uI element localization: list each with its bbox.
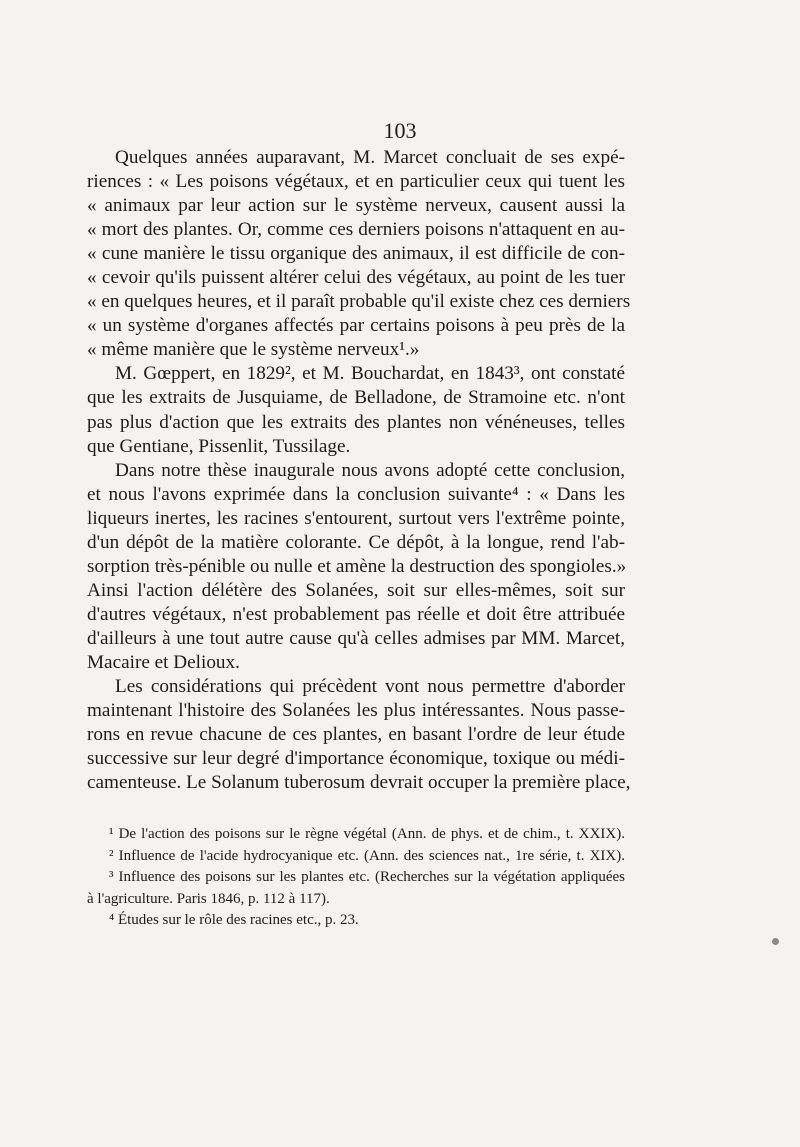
text-line: pas plus d'action que les extraits des plantes non vénéneuses, telles xyxy=(87,411,625,433)
text-line: Dans notre thèse inaugurale nous avons adopté cette conclusion, xyxy=(115,459,625,481)
text-line: « mort des plantes. Or, comme ces derniers poisons n'attaquent en au- xyxy=(87,219,625,241)
footnotes xyxy=(87,824,625,932)
text-line: maintenant l'histoire des Solanées les plus intéressantes. Nous passe- xyxy=(87,700,625,722)
text-line: « un système d'organes affectés par certains poisons à peu près de la xyxy=(87,315,625,337)
footnote: ⁴ Études sur le rôle des racines etc., p. 23. xyxy=(109,912,359,929)
text-line: et nous l'avons exprimée dans la conclusion suivante⁴ : « Dans les xyxy=(87,483,625,505)
text-line: « cune manière le tissu organique des animaux, il est difficile de con- xyxy=(87,243,625,265)
text-line: Quelques années auparavant, M. Marcet concluait de ses expé- xyxy=(115,147,625,168)
page-number: 103 xyxy=(383,118,417,143)
text-line: d'un dépôt de la matière colorante. Ce dépôt, à la longue, rend l'ab- xyxy=(87,531,625,553)
text-line: d'ailleurs à une tout autre cause qu'à celles admises par MM. Marcet, xyxy=(87,627,625,649)
text-line: Macaire et Delioux. xyxy=(87,651,240,673)
body-text xyxy=(87,146,631,795)
ink-speck xyxy=(772,938,779,945)
text-line: rons en revue chacune de ces plantes, en basant l'ordre de leur étude xyxy=(87,724,625,746)
text-line: camenteuse. Le Solanum tuberosum devrait occuper la première place, xyxy=(87,772,631,794)
text-line: Les considérations qui précèdent vont nous permettre d'aborder xyxy=(115,676,625,698)
text-line: M. Gœppert, en 1829², et M. Bouchardat, en 1843³, ont constaté xyxy=(115,363,625,385)
text-line: riences : « Les poisons végétaux, et en particulier ceux qui tuent les xyxy=(87,171,625,193)
text-line: liqueurs inertes, les racines s'entourent, surtout vers l'extrême pointe, xyxy=(87,507,625,529)
text-line: successive sur leur degré d'importance économique, toxique ou médi- xyxy=(87,748,625,770)
text-line: « en quelques heures, et il paraît probable qu'il existe chez ces derniers xyxy=(87,291,631,313)
text-line: « cevoir qu'ils puissent altérer celui des végétaux, au point de les tuer xyxy=(87,267,625,289)
footnote: ¹ De l'action des poisons sur le règne végétal (Ann. de phys. et de chim., t. XXIX). xyxy=(109,826,625,842)
text-line: « même manière que le système nerveux¹.» xyxy=(87,339,420,361)
text-line: que les extraits de Jusquiame, de Belladone, de Stramoine etc. n'ont xyxy=(87,387,625,409)
footnote: ³ Influence des poisons sur les plantes etc. (Recherches sur la végétation appliquées xyxy=(109,869,625,886)
text-line: sorption très-pénible ou nulle et amène la destruction des spongioles.» xyxy=(87,555,627,577)
text-line: Ainsi l'action délétère des Solanées, soit sur elles-mêmes, soit sur xyxy=(87,579,625,601)
text-line: que Gentiane, Pissenlit, Tussilage. xyxy=(87,435,351,457)
text-line: « animaux par leur action sur le système nerveux, causent aussi la xyxy=(87,195,625,217)
footnote: ² Influence de l'acide hydrocyanique etc. (Ann. des sciences nat., 1re série, t. XIX). xyxy=(109,847,625,864)
text-line: d'autres végétaux, n'est probablement pas réelle et doit être attribuée xyxy=(87,603,625,625)
footnote-continuation: à l'agriculture. Paris 1846, p. 112 à 117). xyxy=(87,890,330,907)
